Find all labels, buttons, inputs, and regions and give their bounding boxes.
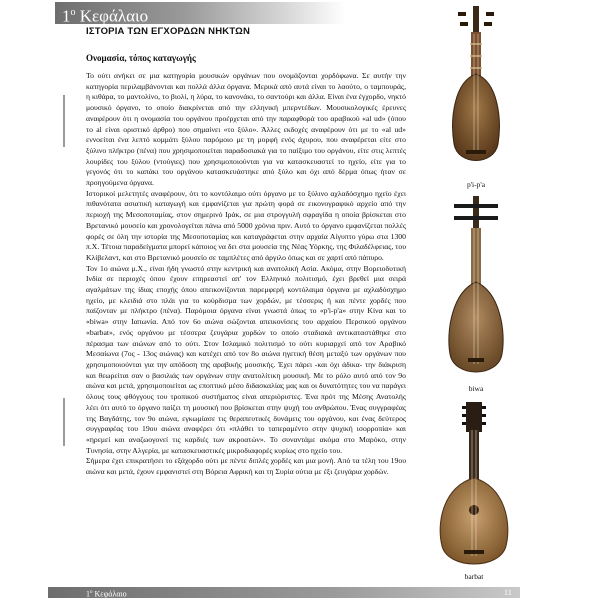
body-text (86, 71, 406, 478)
chapter-title (62, 2, 148, 28)
chapter-number: 1 (62, 6, 71, 26)
paragraph: Το ούτι ανήκει σε μια κατηγορία μουσικών οργάνων που ονομάζονται χορδόφωνα. Σε αυτήν την κατηγορία περιλαμβάνονται και πολλά άλλα όργανα. Μερικά από αυτά είναι το λαούτο, ο ταμπουράς, η κιθάρα, το μαντολίνο, το βιολί, η λύρα, το κανονάκι, το σαντούρι και άλλα. Είναι ένα έγχορδο, νηκτό μουσικό όργανο, το οποίο διακρίνεται από την ελληνική μπερντέδων. Μουσικολογικές έρευνες αναφέρουν ότι η ονομασία του οργάνου προέρχεται από την παραφθορά του αραβικού «al ud» (όπου το al είναι οριστικό άρθρο) που σημαίνει «το ξύλο». Άλλες εκδοχές αναφέρουν ότι με το «al ud» εννοείται ένα λεπτό κομμάτι ξύλου παρόμοιο με τη μορφή ενός άχυρου, που αναφέρεται είτε στο ξύλινο πλήκτρο (πένα) που χρησιμοποιείται παραδοσιακά για το παίξιμο του οργάνου, είτε στις λεπτές λουρίδες του ξύλου (ντούγιες) που χρησιμοποιούνται για να κατασκευαστεί το ηχείο, είτε για το γεγονός ότι το καπάκι του οργάνου κατασκευάστηκε από ξύλο και όχι από δέρμα όπως ήταν σε προηγούμενα όργανα. (86, 71, 406, 188)
barbat-illustration (432, 400, 516, 572)
paragraph: Τον 1ο αιώνα μ.Χ., είναι ήδη γνωστό στην κεντρική και ανατολική Ασία. Ακόμα, στην Βορειοδυτική Ινδία σε περιοχές όπου έχουν επηρεαστεί απ' τον Ελληνικό πολιτισμό, έχει βρεθεί μια σειρά αγαλμάτων της ίδιας εποχής όπου απεικονίζονται παρεμφερή κοντόλαιμα όργανα με αχλαδόσχημο ηχείο, με κλειδιά στο πλάι για το κούρδισμα των χορδών, με τέσσερις ή και πέντε χορδές που παίζονταν με πλήκτρο (πένα). Παρόμοια όργανα είναι γνωστά όπως το «p'i-p'a» στην Κίνα και το «biwa» στην Ιαπωνία. Από τον 6ο αιώνα σώζονται απεικονίσεις του αρχαίου Περσικού οργάνου «barbat», ενός οργάνου με τέσσερα ζευγάρια χορδών το οποίο σταδιακά αντικαταστάθηκε στο πέρασμα των αιώνων από το ούτι. Στον Ισλαμικό πολιτισμό το ούτι κυριαρχεί από τον Αραβικό Μεσαίωνα (7ος - 13ος αιώνας) και κατέχει από τον 8ο αιώνα ηγετική θέση μεταξύ των οργάνων που χρησιμοποιούνται για την απόδοση της αραβικής μουσικής. Έχει πάρει -και όχι άδικα- την διάκριση και θεωρείται σαν ο βασιλιάς των οργάνων στην ανατολίτικη μουσική. Με το ρόλο αυτό από τον 9ο αιώνα και μετά, χρησιμοποιείται ως εποπτικό μέσο διδασκαλίας μας και οι δυνατότητες του να παράγει όλους τους φθόγγους του τροπικού συστήματος είναι απεριόριστες. Ένα πρότ της Μέσης Ανατολής λέει ότι αυτό το όργανο παίζει τη μουσική που βρίσκεται στην ψυχή του ανθρώπου. Ένας συγγραφέας της Βαγδάτης, τον 9ο αιώνα, εγκωμίασε τις θεραπευτικές δυνάμεις του οργάνου, και ένας δεύτερος συγγραφέας του 19ου αιώνα αναφέρει ότι «πλάθει το ταπεραμέντο στην ψυχική ισορροπία» και «ηρεμεί και αναζωογονεί τις καρδιές των ακροατών». Το συναντάμε ακόμα στο Μαρόκο, στην Τυνησία, στην Αλγερία, με κατασκευαστικές μικροδιαφορές κυρίως στο ηχείο του. (86, 263, 406, 455)
page-number: 11 (504, 588, 512, 597)
section-subtitle: Ονομασία, τόπος καταγωγής (86, 53, 196, 63)
margin-line-bottom (63, 398, 65, 446)
pipa-illustration (440, 4, 512, 176)
footer-chapter-number: 1 (86, 589, 90, 599)
pipa-caption: p'i-p'a (466, 180, 486, 189)
page-title: ΙΣΤΟΡΙΑ ΤΩΝ ΕΓΧΟΡΔΩΝ ΝΗΚΤΩΝ (86, 26, 251, 37)
footer-chapter-suffix: ο (90, 590, 93, 595)
footer-chapter-label (86, 587, 127, 600)
chapter-suffix: ο (70, 7, 76, 18)
biwa-illustration (440, 192, 512, 382)
biwa-caption: biwa (468, 384, 484, 393)
barbat-caption: barbat (464, 572, 484, 581)
paragraph: Ιστορικοί μελετητές αναφέρουν, ότι το κοντόλαιμο ούτι όργανο με το ξύλινο αχλαδόσχημο ηχείο έχει πιθανότατα ασιατική καταγωγή και εμφανίζεται για πρώτη φορά σε εικονογραφικό αρχείο από την περιοχή της Μεσοποταμίας, στον σημερινό Ιράκ, σε μια στρογγυλή σφραγίδα η οποία βρίσκεται στο Βρετανικό μουσείο και χρονολογείται πάνω από 5000 χρόνια πριν. Αυτό το όργανο εμφανίζεται πολλές φορές σε όλη την ιστορία της Μεσοποταμίας και καταγράφεται στην αρχαία Αίγυπτο γύρω στα 1300 π.Χ. Τέτοια παραδείγματα μπορεί κάποιος να δει στα μουσεία της Νέας Υόρκης, της Φιλαδέλφειας, του Κλίβελαντ, και στο Βρετανικό μουσείο σε ταμπλέτες από άργιλο όπως και σε χαρτί από πάπυρο. (86, 188, 406, 262)
chapter-word: Κεφάλαιο (79, 6, 149, 26)
margin-line-top (63, 95, 65, 147)
footer-chapter-word: Κεφάλαιο (94, 589, 127, 599)
paragraph: Σήμερα έχει επικρατήσει το εξάχορδο ούτι με πέντε διπλές χορδές και μια μονή. Από τα τέλη του 19ου αιώνα και μετά, έχουν εμφανιστεί στη Βόρεια Αφρική και τη Συρία ούτια με έξι ζευγάρια χορδών. (86, 456, 406, 477)
